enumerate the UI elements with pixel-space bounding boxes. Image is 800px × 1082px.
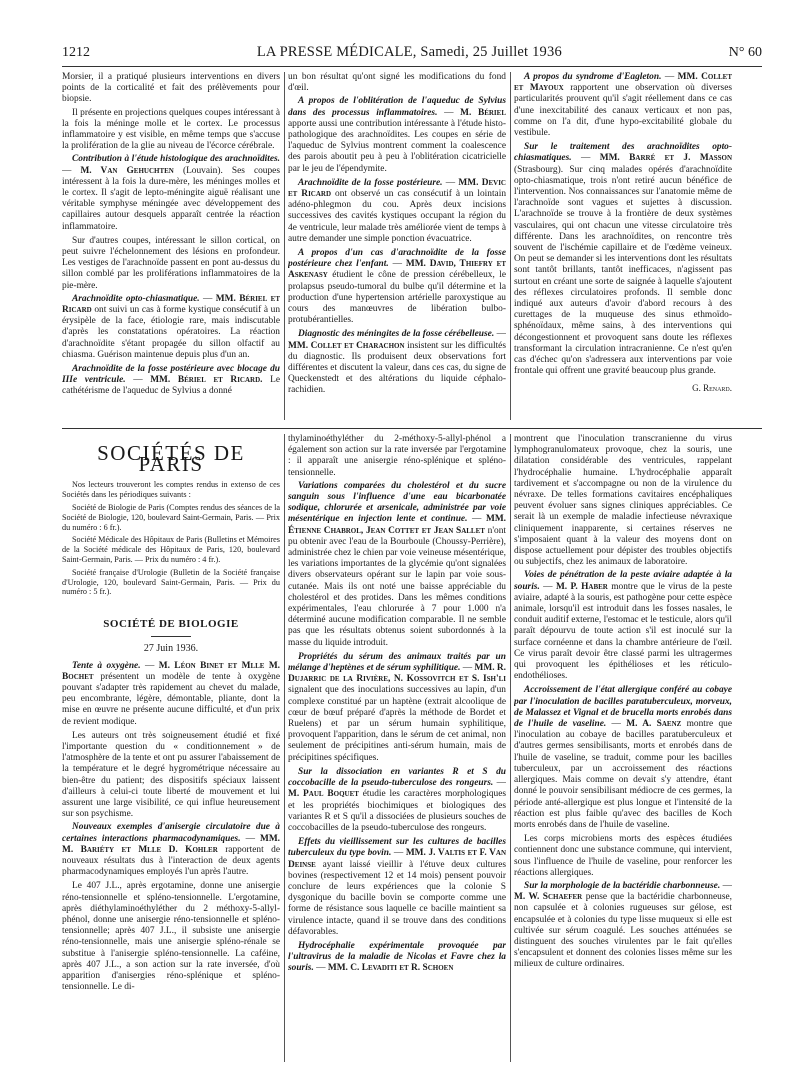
- entry-authors: MM. Devic et Ricard: [288, 177, 506, 200]
- abstract-entry: Diagnostic des méningites de la fosse cérébelleuse. — MM. Collet et Charachon insistent sur les difficultés du diagnostic. Ils produisent deux observations fort différentes et discutent la valeur, dans ces cas, du signe de Queckenstedt et des altérations du liquide céphalo-rachidien.: [288, 329, 506, 396]
- top-column-3: [514, 72, 732, 422]
- header-rule: [62, 66, 762, 67]
- entry-text: signalent que des inoculations successives au lapin, d'un complexe constitué par un haptène (extrait alcoolique de cœur de bœuf préparé d'après la méthode de Bordet et Ruelens) et par un sérum humain syphilitique, provoquent l'apparition, dans le sérum de cet animal, non seulement de précipitines anti-sérum humain, mais de précipitines spécifiques.: [288, 685, 506, 763]
- entry-authors: MM. Bériel et Ricard.: [150, 375, 263, 386]
- entry-authors: MM. David, Thiefry et Askenasy: [288, 259, 506, 281]
- abstract-entry: Effets du vieillissement sur les cultures de bacilles tuberculeux du type bovin. — MM. J. Valtis et F. Van Deinse ayant laissé vieillir à l'étuve deux cultures bovines (respectivement 12 et 14 mois) pensent pouvoir conclure de leurs expériences que la colonie S dysgonique du bacille bovin se comporte comme une forme de résistance sous laquelle ce bacille maintient sa virulence intacte, quand il se trouve dans des conditions défavorables.: [288, 837, 506, 937]
- abstract-entry: Arachnoïdite de la fosse postérieure avec blocage du IIIe ventricule. — MM. Bériel et Ricard. Le cathétérisme de l'aqueduc de Sylvius a donné: [62, 364, 280, 397]
- entry-authors: MM. M. Bariéty et Mlle D. Kohler: [62, 833, 280, 855]
- entry-title: Tente à oxygène.: [72, 660, 141, 671]
- entry-title: Sur la morphologie de la bactéridie charbonneuse.: [524, 880, 721, 891]
- abstract-entry: Voies de pénétration de la peste aviaire adaptée à la souris. — M. P. Haber montre que le virus de la peste aviaire, adapté à la souris, est pathogène pour cette espèce animale, lorsqu'il est introduit dans les fosses nasales, le conduit auditif externe, l'estomac et le testicule, alors qu'il paraît dépourvu de toute action s'il est inoculé sur la surface cornéenne et dans la chambre antérieure de l'œil. Ce virus paraît devoir être classé parmi les ultragermes qui provoquent les épithélioses et les réticulo-endothélioses.: [514, 570, 732, 682]
- entry-text: présentent un modèle de tente à oxygène pouvant s'adapter très rapidement au chevet du malade, peu encombrante, légère, démontable, pliante, dont la mise en œuvre ne présente aucune difficulté, et d'un prix de revient modique.: [62, 671, 280, 727]
- entry-title: A propos du syndrome d'Eagleton.: [524, 72, 662, 82]
- bottom-column-2: [288, 434, 506, 1062]
- entry-text: étudient le cône de pression cérébelleux, le prolapsus pseudo-tumoral du bulbe qu'il détermine et la production d'une hypertension artérielle paroxystique au cours des manœuvres de libération bulbo-protubérantielles.: [288, 270, 506, 326]
- entry-title: Accroissement de l'état allergique conféré au cobaye par l'inoculation de bacilles paratuberculeux, morveux, de Malassez et Vignal et de brucella morts enrobés dans de l'huile de vaseline.: [514, 685, 732, 730]
- journal-title: LA PRESSE MÉDICALE, Samedi, 25 Juillet 1936: [256, 44, 562, 60]
- signature: G. Renard.: [692, 383, 732, 394]
- issue-number: N° 60: [728, 45, 762, 60]
- abstract-entry: Sur le traitement des arachnoïdites opto-chiasmatiques. — MM. Barré et J. Masson (Strasbourg). Sur cinq malades opérés d'arachnoïdite opto-chiasmatique, trois n'ont retiré aucun bénéfice de l'intervention. Nos connaissances sur l'anatomie même de l'arachnoïde sont vagues et sujettes à discussion. L'arachnoïde se trouve à la frontière de deux systèmes vasculaires, qui ont chacun une vitesse circulatoire très différente. Dans les arachnoïdites, on rencontre très souvent de l'ischémie capillaire et de l'œdème veineux. On peut se demander si les interventions dont les résultats sont tantôt brillants, tantôt inefficaces, n'agissent pas surtout en créant une sorte de saignée à laquelle s'ajoutent des réflexes circulatoires profonds. Il semble donc indiqué aux auteurs d'avoir d'abord recours à des curettages de la muqueuse des sinus ethmoïdo-sphénoïdaux, même sains, à des interventions qui décongestionnent et provoquent sans doute les réflexes transformant la circulation intracranienne. Ce n'est qu'en cas d'échec qu'on s'adressera aux interventions par voie frontale qui offrent une gravité beaucoup plus grande.: [514, 142, 732, 377]
- entry-authors: M. P. Haber: [555, 581, 608, 592]
- abstract-entry: Arachnoïdite de la fosse postérieure. — MM. Devic et Ricard ont observé un cas consécutif à un lointain adéno-phlegmon du cou. Après deux incisions successives des cavités kystiques occupant la région du 4e ventricule, leur malade très améliorée vient de temps à autre demander une simple ponction évacuatrice.: [288, 177, 506, 244]
- entry-text: n'ont pu obtenir avec l'eau de la Bourboule (Choussy-Perrière), administrée chez le chien par voie veineuse mésentérique, les variations importantes de la glycémie qu'ont signalées divers observateurs opérant sur le lapin par voie sous-cutanée. Mais ils ont noté une baisse appréciable du cholestérol et des protides. Dans les mêmes conditions expérimentales, l'eau chlorurée à 7 pour 1.000 n'a déterminé aucune modification comparable. Il ne semble pas que les résultats obtenus soient subordonnés à la masse du liquide introduit.: [288, 525, 506, 648]
- entry-title: A propos d'un cas d'arachnoïdite de la fosse postérieure chez l'enfant.: [288, 248, 506, 270]
- entry-text: Le cathétérisme de l'aqueduc de Sylvius a donné: [62, 375, 280, 397]
- entry-authors: MM. Barré et J. Masson: [599, 153, 732, 164]
- heading-divider: [151, 636, 191, 637]
- entry-text: montre que l'inoculation au cobaye de bacilles paratuberculeux et d'autres germes sensibilisants, morts et enrobés dans de l'huile de vaseline, se traduit, comme pour les bacilles tuberculeux, par un accroissement des réactions allergiques. Mais comme on devait s'y attendre, étant donné le pouvoir sensibilisant médiocre de ces germes, la période anté-allergique est plus longue et l'intensité de la réaction est plus faible qu'avec des bacilles de Koch morts enrobés dans de l'huile de vaseline.: [514, 719, 732, 830]
- abstract-entry: Variations comparées du cholestérol et du sucre sanguin sous l'influence d'une eau bicarbonatée sodique, chlorurée et arsenicale, administrée par voie mésentérique en injection lente et continue. — MM. Étienne Chabrol, Jean Cottet et Jean Sallet n'ont pu obtenir avec l'eau de la Bourboule (Choussy-Perrière), administrée chez le chien par voie veineuse mésentérique, les variations importantes de la glycémie qu'ont signalées divers observateurs opérant sur le lapin par voie sous-cutanée. Mais ils ont noté une baisse appréciable du cholestérol et des protides. Dans les mêmes conditions expérimentales, l'eau chlorurée à 7 pour 1.000 n'a déterminé aucune modification comparable. Il ne semble pas que les résultats obtenus soient subordonnés à la masse du liquide introduit.: [288, 480, 506, 648]
- column-divider: [510, 434, 511, 1062]
- abstract-entry: A propos d'un cas d'arachnoïdite de la fosse postérieure chez l'enfant. — MM. David, Thiefry et Askenasy étudient le cône de pression cérébelleux, le prolapsus pseudo-tumoral du bulbe qu'il détermine et la production d'une hypertension artérielle paroxystique au cours des manœuvres de libération bulbo-protubérantielles.: [288, 248, 506, 326]
- entry-title: Arachnoïdite de la fosse postérieure.: [298, 177, 443, 188]
- entry-authors: MM. Bériel et Ricard: [62, 293, 280, 316]
- entry-title: Arachnoïdite de la fosse postérieure avec blocage du IIIe ventricule.: [62, 364, 280, 386]
- bottom-column-1: [62, 434, 280, 1062]
- entry-authors: M. A. Saenz: [626, 719, 682, 730]
- column-divider: [284, 72, 285, 420]
- abstract-entry: Sur la morphologie de la bactéridie charbonneuse. — M. W. Schaefer pense que la bactéridie charbonneuse, non capsulée et à colonies rugueuses sur gélose, est encapsulée et à colonies du type lisse muqueux si elle est cultivée sur sérum coagulé. Les souches atténuées se distinguent des souches virulentes par le fait qu'elles s'encapsulent et donnent des colonies lisses même sur les milieux de culture ordinaires.: [514, 880, 732, 970]
- abstract-entry: A propos de l'oblitération de l'aqueduc de Sylvius dans des processus inflammatoires. — M. Bériel apporte aussi une contribution intéressante à l'étude histo-pathologique des arachnoïdites. Les coupes en série de l'aqueduc de Sylvius montrent comment la coalescence des parois aboutit peu à peu à l'oblitération cicatricielle par le jeu de l'épendymite.: [288, 96, 506, 174]
- entry-text: insistent sur les difficultés du diagnostic. Ils produisent deux observations fort différentes et discutent la valeur, dans ces cas, du signe de Queckenstedt et des altérations du liquide céphalo-rachidien.: [288, 340, 506, 396]
- page-header: [62, 44, 762, 66]
- intro-text: Nos lecteurs trouveront les comptes rendus in extenso de ces Sociétés dans les périodiques suivants :: [62, 480, 280, 500]
- entry-authors: M. Paul Boquet: [288, 789, 359, 800]
- entry-title: Arachnoïdite opto-chiasmatique.: [72, 293, 200, 304]
- entry-text: (Louvain). Ses coupes intéressent à la fois la dure-mère, les méninges molles et le cortex. Il s'agit de lepto-méningite aiguë réalisant une véritable symphyse méningée avec développement des capillaires autour desquels apparaît centrée la réaction inflammatoire.: [62, 165, 280, 232]
- reference: Société française d'Urologie (Bulletin de la Société française d'Urologie, 120, boulevard Saint-Germain, Paris. — Prix du numéro : 5 fr.).: [62, 567, 280, 597]
- paragraph: montrent que l'inoculation transcranienne du virus lymphogranulomateux provoque, chez la souris, une dilatation considérable des ventricules, rappelant l'hydrocéphalie humaine. L'hydrocéphalie apparaît tardivement et s'accompagne ou non de la virulence du névraxe. De telles formations cavitaires encéphaliques peuvent évoluer sans signes cliniques appréciables. Ce serait là un exemple de maladie infectieuse névraxique cliniquement inapparente, si certaines réserves ne s'imposaient quant à la valeur des moyens dont on dispose actuellement pour dépister des troubles objectifs ou subjectifs, chez les animaux de laboratoire.: [514, 434, 732, 568]
- entry-authors: MM. R. Dujarric de la Rivière, N. Kossovitch et S. Ish'li: [288, 663, 506, 685]
- section-rule: [62, 428, 762, 429]
- abstract-entry: Accroissement de l'état allergique conféré au cobaye par l'inoculation de bacilles paratuberculeux, morveux, de Malassez et Vignal et de brucella morts enrobés dans de l'huile de vaseline. — M. A. Saenz montre que l'inoculation au cobaye de bacilles paratuberculeux et d'autres germes sensibilisants, morts et enrobés dans de l'huile de vaseline, se traduit, comme pour les bacilles tuberculeux, par un accroissement des réactions allergiques. Mais comme on devait s'y attendre, étant donné le pouvoir sensibilisant médiocre de ces germes, la période anté-allergique est plus longue et l'intensité de la réaction est plus faible qu'avec des bacilles de Koch morts enrobés dans de l'huile de vaseline.: [514, 685, 732, 830]
- entry-authors: MM. C. Levaditi et R. Schoen: [327, 963, 454, 974]
- entry-authors: MM. Collet et Charachon: [288, 340, 405, 351]
- entry-authors: MM. Collet et Mayoux: [514, 72, 732, 94]
- abstract-entry: Tente à oxygène. — M. Léon Binet et Mlle M. Bochet présentent un modèle de tente à oxygène pouvant s'adapter très rapidement au chevet du malade, peu encombrante, légère, démontable, pliante, dont la mise en œuvre ne présente aucune difficulté, et d'un prix de revient modique.: [62, 660, 280, 727]
- top-column-1: [62, 72, 280, 422]
- abstract-entry: Nouveaux exemples d'anisergie circulatoire due à certaines interactions pharmacodynamiques. — MM. M. Bariéty et Mlle D. Kohler rapportent de nouveaux résultats dus à l'interaction de deux agents pharmacodynamiques employés l'un après l'autre.: [62, 822, 280, 878]
- entry-text: rapportent une observation où diverses particularités prouvent qu'il s'agit réellement dans ce cas d'une inexcitabilité des canaux verticaux et non pas, comme on l'a dit, d'une hypo-excitabilité globale du vestibule.: [514, 83, 732, 139]
- entry-authors: M. Léon Binet et Mlle M. Bochet: [62, 660, 280, 682]
- abstract-entry: Sur la dissociation en variantes R et S du coccobacille de la pseudo-tuberculose des rongeurs. — M. Paul Boquet étudie les caractères morphologiques et les propriétés biochimiques et biologiques des variantes R et S qu'il a dissociées de plusieurs souches de coccobacilles de la pseudo-tuberculose des rongeurs.: [288, 766, 506, 833]
- entry-text: rapportent de nouveaux résultats dus à l'interaction de deux agents pharmacodynamiques employés l'un après l'autre.: [62, 844, 280, 878]
- page-number: 1212: [62, 45, 90, 60]
- entry-title: Sur le traitement des arachnoïdites opto-chiasmatiques.: [514, 142, 732, 164]
- societies-intro: [62, 480, 280, 597]
- entry-text: montre que le virus de la peste aviaire, adapté à la souris, est pathogène pour cette espèce animale, lorsqu'il est introduit dans les fosses nasales, le conduit auditif externe, l'estomac et le testicule, alors qu'il paraît dépourvu de toute action s'il est inoculé sur la surface cornéenne et dans la chambre antérieure de l'œil. Ce virus paraît devoir être classé parmi les ultragermes qui provoquent les épithélioses et les réticulo-endothélioses.: [514, 581, 732, 682]
- entry-authors: MM. Étienne Chabrol, Jean Cottet et Jean Sallet: [288, 514, 506, 536]
- abstract-entry: Contribution à l'étude histologique des arachnoïdites. — M. Van Gehuchten (Louvain). Ses coupes intéressent à la fois la dure-mère, les méninges molles et le cortex. Il s'agit de lepto-méningite aiguë réalisant une véritable symphyse méningée avec développement des capillaires autour desquels apparaît centrée la réaction inflammatoire.: [62, 154, 280, 232]
- column-divider: [284, 434, 285, 1062]
- entry-text: étudie les caractères morphologiques et les propriétés biochimiques et biologiques des variantes R et S qu'il a dissociées de plusieurs souches de coccobacilles de la pseudo-tuberculose des rongeurs.: [288, 789, 506, 833]
- entry-authors: MM. J. Valtis et F. Van Deinse: [288, 848, 506, 870]
- paragraph: un bon résultat qu'ont signé les modifications du fond d'œil.: [288, 72, 506, 94]
- abstract-entry: A propos du syndrome d'Eagleton. — MM. Collet et Mayoux rapportent une observation où diverses particularités prouvent qu'il s'agit réellement dans ce cas d'une inexcitabilité des canaux verticaux et non pas, comme on l'a dit, d'une hypo-excitabilité globale du vestibule.: [514, 72, 732, 139]
- entry-title: Voies de pénétration de la peste aviaire adaptée à la souris.: [514, 570, 732, 592]
- society-heading: SOCIÉTÉ DE BIOLOGIE: [103, 618, 239, 631]
- column-divider: [510, 72, 511, 420]
- paragraph: Les auteurs ont très soigneusement étudié et fixé l'importante question du « conditionnement » de l'atmosphère de la tente et ont pu assurer l'abaissement de la température et le degré hygrométrique nécessaire au bien-être du patient; des dispositifs spéciaux laissent d'ailleurs à celui-ci toute liberté de mouvement et lui assurent une large visibilité, ce qui influe heureusement sur son psychisme.: [62, 730, 280, 820]
- paragraph: Le 407 J.L., après ergotamine, donne une anisergie réno-tensionnelle et spléno-tensionnelle. L'ergotamine, après diéthylaminoéthyléther du 2 méthoxy-5-allyl-phénol, donne une anisergie réno-tensionnelle et spléno-tensionnelle; après 407 J.L., il subsiste une anisergie réno-tensionnelle, mais une anisergie spléno-rénale se substitue à l'anisergie spléno-tensionnelle. La caféine, après 407 J.L., a son action sur la rate inversée, d'où apparition d'anisergies réno-splénique et spléno-tensionnelle. Le di-: [62, 881, 280, 993]
- abstract-entry: Propriétés du sérum des animaux traités par un mélange d'heptènes et de sérum syphilitique. — MM. R. Dujarric de la Rivière, N. Kossovitch et S. Ish'li signalent que des inoculations successives au lapin, d'un complexe constitué par un haptène (extrait alcoolique de cœur de bœuf préparé d'après la méthode de Bordet et Ruelens) et par un sérum humain syphilitique, provoquent l'apparition, dans le sérum de cet animal, non seulement de précipitines anti-sérum humain, mais de précipitines spécifiques.: [288, 651, 506, 763]
- abstract-entry: Arachnoïdite opto-chiasmatique. — MM. Bériel et Ricard ont suivi un cas à forme kystique consécutif à un érysipèle de la face, étiologie rare, mais indiscutable d'après les constatations opératoires. La réaction d'arachnoïdite s'étant propagée du sillon olfactif au chiasma. Guérison maintenue depuis plus d'un an.: [62, 293, 280, 360]
- reference: Société Médicale des Hôpitaux de Paris (Bulletins et Mémoires de la Société médicale des Hôpitaux de Paris, 120, boulevard Saint-Germain, Paris. — Prix du numéro : 4 fr.).: [62, 535, 280, 564]
- entry-title: Contribution à l'étude histologique des arachnoïdites.: [72, 154, 280, 165]
- entry-text: ont observé un cas consécutif à un lointain adéno-phlegmon du cou. Après deux incisions successives des cavités kystiques occupant la région du 4e ventricule, leur malade très améliorée vient de temps à autre demander une simple ponction évacuatrice.: [288, 189, 506, 244]
- paragraph: Sur d'autres coupes, intéressant le sillon cortical, on peut suivre l'échelonnement des lésions en profondeur. Les vestiges de l'arachnoïde passent en pont au-dessus du sillon comblé par les proliférations inflammatoires de la pie-mère.: [62, 235, 280, 291]
- reference: Société de Biologie de Paris (Comptes rendus des séances de la Société de Biologie, 120, boulevard Saint-Germain, Paris. — Prix du numéro : 6 fr.).: [62, 503, 280, 532]
- abstract-entry: Hydrocéphalie expérimentale provoquée par l'ultravirus de la maladie de Nicolas et Favre chez la souris. — MM. C. Levaditi et R. Schoen: [288, 940, 506, 974]
- paragraph: Morsier, il a pratiqué plusieurs interventions en divers points de la corticalité et fait des prélèvements pour biopsie.: [62, 72, 280, 105]
- entry-title: Effets du vieillissement sur les cultures de bacilles tuberculeux du type bovin.: [288, 837, 506, 859]
- paragraph: thylaminoéthyléther du 2-méthoxy-5-allyl-phénol a également son action sur la rate inversée par l'ergotamine : il apparaît une anisergie réno-splénique et spléno-tensionnelle.: [288, 434, 506, 478]
- section-title: SOCIÉTÉS DE PARIS: [97, 441, 245, 477]
- entry-text: ayant laissé vieillir à l'étuve deux cultures bovines (respectivement 12 et 14 mois) pensent pouvoir conclure de leurs expériences que la colonie S dysgonique du bacille bovin se comporte comme une forme de résistance sous laquelle ce bacille maintient sa virulence intacte, quand il se trouve dans des conditions défavorables.: [288, 859, 506, 937]
- entry-text: pense que la bactéridie charbonneuse, non capsulée et à colonies rugueuses sur gélose, est encapsulée et à colonies du type lisse muqueux si elle est cultivée sur sérum coagulé. Les souches atténuées se distinguent des souches virulentes par le fait qu'elles s'encapsulent et donnent des colonies lisses même sur les milieux de culture ordinaires.: [514, 892, 732, 970]
- bottom-column-3: [514, 434, 732, 1062]
- session-date: 27 Juin 1936.: [143, 643, 199, 655]
- entry-title: Diagnostic des méningites de la fosse cérébelleuse.: [298, 329, 495, 340]
- entry-title: Sur la dissociation en variantes R et S du coccobacille de la pseudo-tuberculose des rongeurs.: [288, 766, 506, 789]
- entry-title: Hydrocéphalie expérimentale provoquée par l'ultravirus de la maladie de Nicolas et Favre chez la souris.: [288, 940, 506, 974]
- entry-text: ont suivi un cas à forme kystique consécutif à un érysipèle de la face, étiologie rare, mais indiscutable d'après les constatations opératoires. La réaction d'arachnoïdite s'étant propagée du sillon olfactif au chiasma. Guérison maintenue depuis plus d'un an.: [62, 305, 280, 360]
- paragraph: Il présente en projections quelques coupes intéressant à la fois la méninge molle et le cortex. Le processus inflammatoire y est visible, en même temps que s'accuse la prolifération de la glie au niveau de l'écorce cérébrale.: [62, 107, 280, 152]
- entry-authors: M. W. Schaefer: [514, 892, 583, 903]
- entry-text: apporte aussi une contribution intéressante à l'étude histo-pathologique des arachnoïdites. Les coupes en série de l'aqueduc de Sylvius montrent comment la coalescence des parois aboutit peu à peu à l'oblitération cicatricielle par le jeu de l'épendymite.: [288, 118, 506, 174]
- entry-title: Propriétés du sérum des animaux traités par un mélange d'heptènes et de sérum syphilitique.: [288, 651, 506, 674]
- entry-authors: M. Bériel: [460, 107, 506, 118]
- top-column-2: [288, 72, 506, 422]
- entry-title: A propos de l'oblitération de l'aqueduc de Sylvius dans des processus inflammatoires.: [288, 96, 506, 118]
- entry-title: Nouveaux exemples d'anisergie circulatoire due à certaines interactions pharmacodynamiques.: [62, 822, 280, 844]
- paragraph: Les corps microbiens morts des espèces étudiées contiennent donc une substance commune, qui intervient, sous l'influence de l'huile de vaseline, pour renforcer les réactions allergiques.: [514, 834, 732, 878]
- entry-title: Variations comparées du cholestérol et du sucre sanguin sous l'influence d'une eau bicarbonatée sodique, chlorurée et arsenicale, administrée par voie mésentérique en injection lente et continue.: [288, 480, 506, 525]
- entry-authors: M. Van Gehuchten: [80, 165, 174, 176]
- entry-text: (Strasbourg). Sur cinq malades opérés d'arachnoïdite opto-chiasmatique, trois n'ont retiré aucun bénéfice de l'intervention. Nos connaissances sur l'anatomie même de l'arachnoïde sont vagues et sujettes à discussion. L'arachnoïde se trouve à la frontière de deux systèmes vasculaires, qui ont chacun une vitesse circulatoire très différente. Dans les arachnoïdites, on rencontre très souvent de l'ischémie capillaire et de l'œdème veineux. On peut se demander si les interventions dont les résultats sont tantôt brillants, tantôt inefficaces, n'agissent pas surtout en créant une sorte de saignée à laquelle s'ajoutent des réflexes circulatoires profonds. Il semble donc indiqué aux auteurs d'avoir d'abord recours à des curettages de la muqueuse des sinus ethmoïdo-sphénoïdaux, même sains, à des interventions qui décongestionnent et provoquent sans doute les réflexes transformant la circulation intracranienne. Ce n'est qu'en cas d'échec qu'on s'adressera aux interventions par voie frontale qui offrent une gravité beaucoup plus grande.: [514, 164, 732, 377]
